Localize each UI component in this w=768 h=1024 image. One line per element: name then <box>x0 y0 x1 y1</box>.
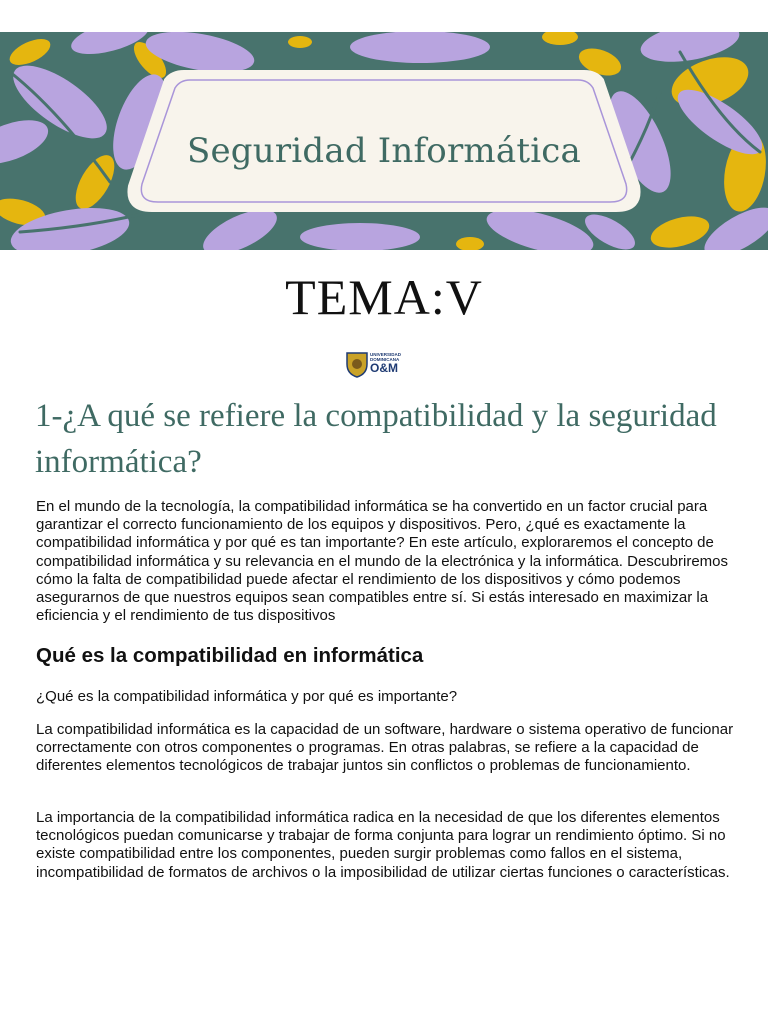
banner-title: Seguridad Informática <box>186 131 581 171</box>
logo-line1: UNIVERSIDAD <box>370 352 402 357</box>
university-logo <box>370 352 401 375</box>
section-paragraph-3: La importancia de la compatibilidad informática radica en la necesidad de que los diferentes elementos tecnológicos puedan comunicarse y trabajar de forma conjunta para lograr un rendimiento óptimo. Si no existe compatibilidad entre los componentes, pueden surgir problemas como fallos en el sistema, incompatibilidad de formatos de archivos o la imposibilidad de utilizar ciertas funciones o características. <box>36 809 730 881</box>
logo-line2: DOMINICANA <box>370 357 400 362</box>
logo-name: O&M <box>370 361 398 375</box>
section-heading: Qué es la compatibilidad en informática <box>36 644 424 667</box>
intro-paragraph: En el mundo de la tecnología, la compatibilidad informática se ha convertido en un factor crucial para garantizar el correcto funcionamiento de los equipos y dispositivos. Pero, ¿qué es exactamente la compatibilidad informática y por qué es tan importante? En este artículo, exploraremos el concepto de compatibilidad informática y su relevancia en el mundo de la electrónica y la informática. Descubriremos cómo la falta de compatibilidad puede afectar el rendimiento de los dispositivos y cómo podemos asegurarnos de que nuestros equipos sean compatibles entre sí. Si estás interesado en maximizar la eficiencia y el rendimiento de tus dispositivos <box>36 498 728 625</box>
question-heading: 1-¿A qué se refiere la compatibilidad y la seguridad informática? <box>35 398 717 480</box>
section-paragraph-2: La compatibilidad informática es la capacidad de un software, hardware o sistema operativo de funcionar correctamente con otros componentes o programas. En otras palabras, se refiere a la capacidad de diferentes elementos tecnológicos de trabajar juntos sin conflictos o problemas de funcionamiento. <box>36 721 734 775</box>
section-paragraph-1: ¿Qué es la compatibilidad informática y por qué es importante? <box>36 688 458 705</box>
page-title: TEMA:V <box>285 269 483 325</box>
